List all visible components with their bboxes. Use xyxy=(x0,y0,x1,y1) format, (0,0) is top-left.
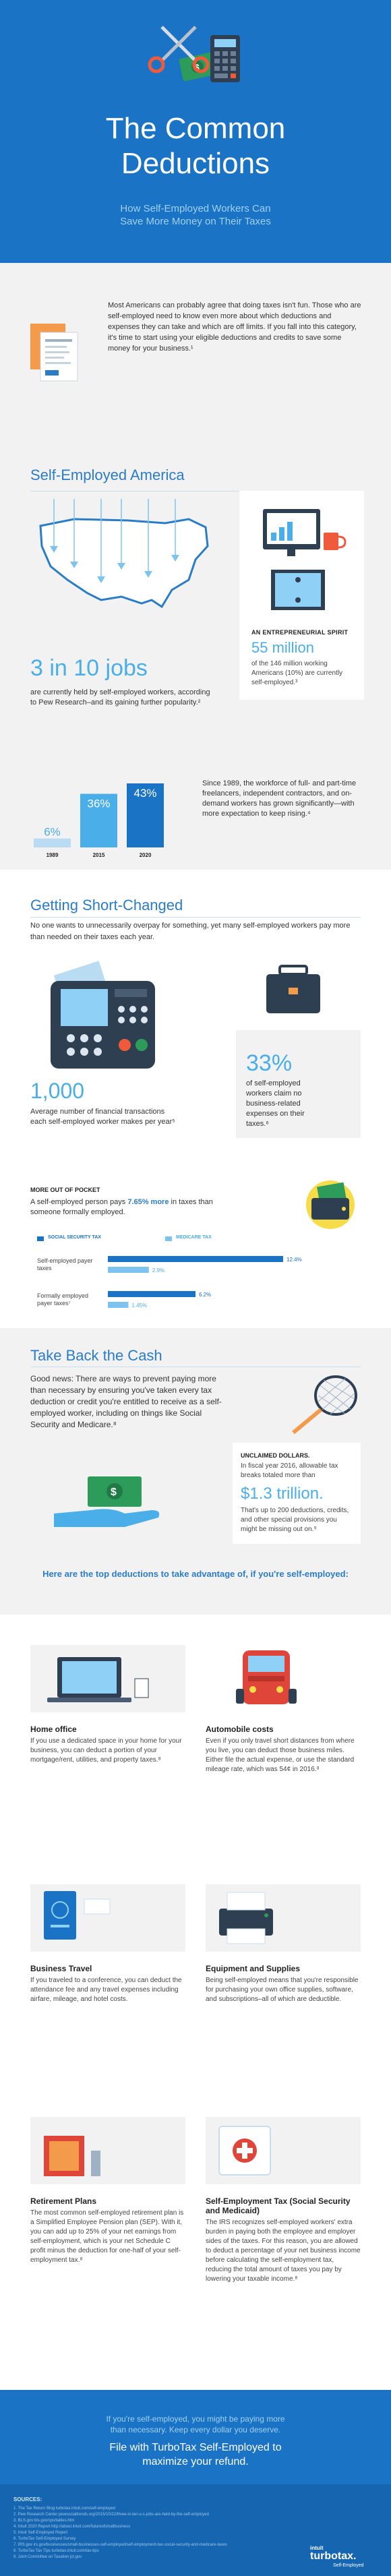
source-item: 6. TurboTax Self-Employed Survey xyxy=(13,2537,76,2541)
briefcase-icon xyxy=(243,961,361,1028)
tax-document-icon xyxy=(27,320,88,388)
source-item: 3. BLS.gov bls.gov/cps/tables.htm xyxy=(13,2519,75,2523)
legend-med-swatch xyxy=(165,1236,172,1241)
card-text: of the 146 million working Americans (10%) are currently self-employed.³ xyxy=(251,660,343,686)
no-expense-card xyxy=(236,1030,361,1138)
stat-1000: 1,000 xyxy=(30,1079,85,1103)
medicare-value: 1.45% xyxy=(131,1302,148,1309)
ss-bar xyxy=(108,1256,283,1262)
unclaimed-number: $1.3 trillion. xyxy=(241,1485,324,1503)
hero-title: The Common Deductions xyxy=(105,112,286,180)
section-title: Self-Employed America xyxy=(30,467,185,483)
turbotax-logo: intuit turbotax. Self-Employed xyxy=(310,2545,364,2568)
bar-category-label: 2015 xyxy=(92,852,105,858)
car-icon xyxy=(206,1645,361,1712)
butterfly-net-icon xyxy=(283,1372,364,1436)
stat-3-in-10-desc: are currently held by self-employed workers, according to Pew Research–and its gaining further popularity.² xyxy=(30,688,210,707)
sources-head: SOURCES: xyxy=(13,2496,42,2503)
bar-value-label: 36% xyxy=(87,797,111,810)
bar-category-label: 2020 xyxy=(139,852,152,858)
deductions-intro: Here are the top deductions to take advantage of, if you're self-employed: xyxy=(42,1569,349,1579)
take-back-text: Good news: There are ways to prevent paying more than necessary by ensuring you've taken every tax deduction or credit you're entitled to receive as a self-employed worker, including on things like Social Security and Medicare.⁸ xyxy=(30,1374,222,1429)
stat-1000-desc: Average number of financial transactions each self-employed worker makes per year⁵ xyxy=(30,1108,175,1126)
card-number: 55 million xyxy=(251,639,314,656)
row-label: Formally employed payer taxes⁷ xyxy=(37,1292,89,1307)
hero-section xyxy=(0,0,391,263)
medicare-bar xyxy=(108,1267,149,1273)
footer-line2: File with TurboTax Self-Employed to maximize your refund. xyxy=(109,2442,282,2467)
legend-ss-label: SOCIAL SECURITY TAX xyxy=(48,1235,101,1240)
footer-cta xyxy=(0,2390,391,2484)
entrepreneurial-card xyxy=(239,491,364,700)
stat-3-in-10: 3 in 10 jobs xyxy=(30,655,148,681)
medical-kit-icon xyxy=(206,2117,361,2184)
unclaimed-text-2: That's up to 200 deductions, credits, and other special provisions you might be missing out on.⁹ xyxy=(241,1507,349,1533)
section-title: Take Back the Cash xyxy=(30,1347,162,1364)
section-title: Getting Short-Changed xyxy=(30,897,183,913)
computer-binder-mug-icon xyxy=(256,506,351,617)
wallet-cash-icon xyxy=(297,1176,364,1230)
tax-legend xyxy=(30,1234,361,1245)
hand-with-cash-icon xyxy=(51,1473,169,1530)
card-terminal-icon xyxy=(30,961,206,1079)
divider xyxy=(30,917,361,918)
deduction-title: Self-Employment Tax (Social Security and Medicaid) xyxy=(206,2196,351,2215)
unclaimed-dollars-card xyxy=(233,1443,361,1544)
deduction-text: Even if you only travel short distances from where you live, you can deduct those business miles. Either file the actual expense, or use the standard mileage rate, which was 54¢ in 2016.⁸ xyxy=(206,1737,355,1773)
self-employed-america-section xyxy=(0,438,391,870)
sources-list xyxy=(13,2506,270,2560)
svg-text:$: $ xyxy=(111,1487,117,1498)
workforce-growth-text: Since 1989, the workforce of full- and part-time freelancers, independent contractors, and on-demand workers has grown significantly—with more expectation to keep rising.⁴ xyxy=(202,779,357,818)
ss-bar xyxy=(108,1291,196,1297)
tax-comparison-chart xyxy=(30,1251,361,1325)
deduction-title: Equipment and Supplies xyxy=(206,1964,301,1973)
deduction-title: Retirement Plans xyxy=(30,2196,97,2206)
medicare-value: 2.9% xyxy=(152,1267,165,1274)
source-item: 9. Joint Committee on Taxation jct.gov xyxy=(13,2555,82,2559)
ss-value: 6.2% xyxy=(199,1292,212,1298)
deduction-title: Automobile costs xyxy=(206,1725,274,1734)
out-of-pocket-text: A self-employed person pays 7.65% more in taxes than someone formally employed. xyxy=(30,1198,213,1216)
deduction-title: Home office xyxy=(30,1725,77,1734)
intro-section xyxy=(0,263,391,438)
stat-33-percent: 33% xyxy=(246,1050,293,1076)
source-item: 1. The Tax Return Blog turbotax.intuit.com/self-employed xyxy=(13,2507,115,2511)
ss-value: 12.4% xyxy=(287,1257,302,1263)
bar-value-label: 43% xyxy=(133,787,157,800)
intro-text: Most Americans can probably agree that doing taxes isn't fun. Those who are self-employed need to know even more about which deductions and expenses they can take and which are off limits. If you fall into this category, it's time to start using your eligible deductions and credits to save some money for your business.¹ xyxy=(108,301,361,353)
deduction-title: Business Travel xyxy=(30,1964,92,1973)
source-item: 4. Intuit 2020 Report http://about.intuit.com/futureofsmallbusiness xyxy=(13,2525,131,2529)
source-item: 2. Pew Research Center pewsocialtrends.org/2015/10/22/three-in-ten-u-s-jobs-are-held-by-the-self-employed xyxy=(13,2513,209,2517)
passport-icon xyxy=(30,1884,185,1952)
piggy-bank-icon xyxy=(30,2117,185,2184)
short-changed-lead: No one wants to unnecessarily overpay for something, yet many self-employed workers pay more than needed on their taxes each year. xyxy=(30,922,351,941)
bar-value-label: 6% xyxy=(44,825,61,839)
out-of-pocket-head: MORE OUT OF POCKET xyxy=(30,1187,100,1193)
bar-1989 xyxy=(34,839,71,847)
svg-text:$: $ xyxy=(195,63,200,72)
footer-line1: If you're self-employed, you might be paying more than necessary. Keep every dollar you deserve. xyxy=(106,2414,285,2434)
source-item: 7. IRS.gov irs.gov/businesses/small-businesses-self-employed/self-employment-tax-social-security-and-medicare-taxes xyxy=(13,2543,227,2547)
workforce-growth-chart xyxy=(30,772,179,860)
unclaimed-text-1: In fiscal year 2016, allowable tax breaks totaled more than xyxy=(241,1462,338,1479)
printer-icon xyxy=(206,1884,361,1952)
source-item: 8. TurboTax Tax Tips turbotax.intuit.com/tax-tips xyxy=(13,2549,99,2553)
source-item: 5. Intuit Self-Employed Report xyxy=(13,2531,68,2535)
card-label: AN ENTREPRENEURIAL SPIRIT xyxy=(251,629,349,636)
usa-map-icon xyxy=(27,499,229,634)
laptop-icon xyxy=(30,1645,185,1712)
legend-med-label: MEDICARE TAX xyxy=(176,1235,212,1240)
deduction-text: The IRS recognizes self-employed workers' extra burden in paying both the employee and employer sides of the taxes. For this reason, you are allowed to deduct a percentage of your net business income before calculating the self-employment tax, reducing the total amount of taxes you pay by lowering your taxable income.⁸ xyxy=(206,2219,361,2283)
unclaimed-head: UNCLAIMED DOLLARS. xyxy=(241,1452,310,1459)
row-label: Self-employed payer taxes xyxy=(37,1257,93,1271)
scissors-cash-calculator-icon xyxy=(142,20,249,101)
getting-short-changed-section xyxy=(0,870,391,1328)
deduction-text: If you traveled to a conference, you can deduct the attendance fee and any travel expenses including airfare, mileage, and hotel costs. xyxy=(30,1977,182,2003)
legend-ss-swatch xyxy=(37,1236,44,1241)
deductions-grid xyxy=(0,1615,391,2356)
deduction-text: If you use a dedicated space in your home for your business, you can deduct a portion of your mortgage/rent, utilities, and property taxes.⁸ xyxy=(30,1737,182,1764)
deduction-text: The most common self-employed retirement plan is a Simplified Employee Pension plan (SEP). With it, you can add up to 25% of your net earnings from self-employment, which is your net Schedule C profit minus the deduction for one-half of your self-employment tax.⁸ xyxy=(30,2209,184,2264)
medicare-bar xyxy=(108,1302,128,1308)
hero-subtitle: How Self-Employed Workers Can Save More Money on Their Taxes xyxy=(120,203,271,227)
sources-section xyxy=(0,2484,391,2576)
bar-category-label: 1989 xyxy=(46,852,59,858)
stat-33-percent-desc: of self-employed workers claim no business-related expenses on their taxes.⁶ xyxy=(246,1079,305,1128)
deduction-text: Being self-employed means that you're responsible for purchasing your own office supplies, software, and subscriptions–all of which are deductible. xyxy=(206,1977,359,2003)
